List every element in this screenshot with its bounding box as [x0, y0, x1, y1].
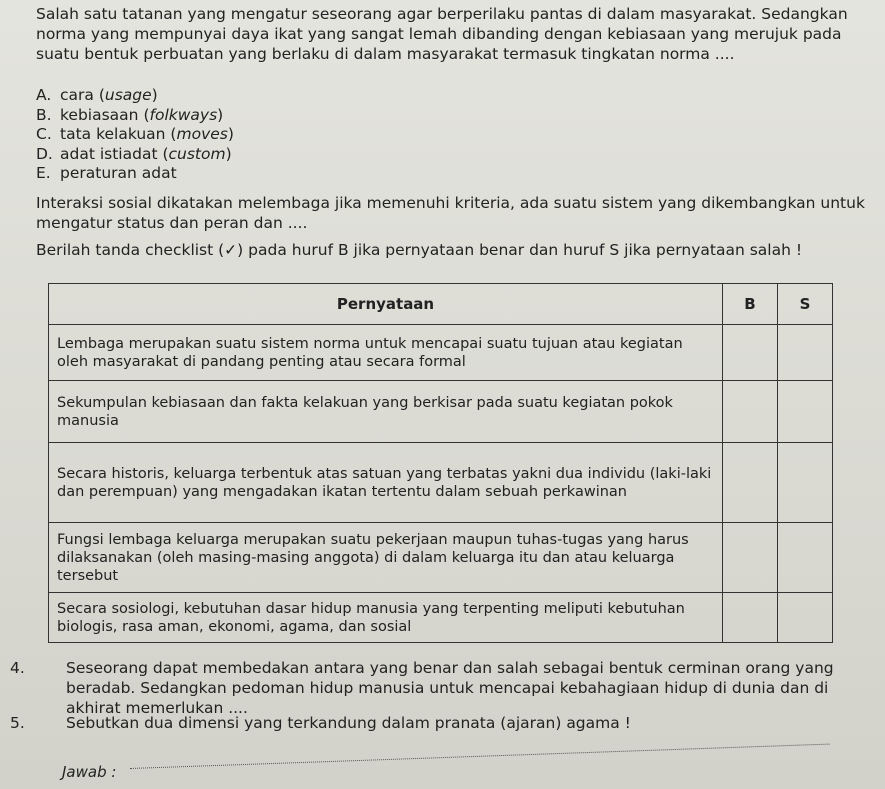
table-row: [49, 443, 833, 523]
checkbox-b[interactable]: [723, 593, 778, 643]
checkbox-b[interactable]: [723, 443, 778, 523]
statement-cell: Sekumpulan kebiasaan dan fakta kelakuan yang berkisar pada suatu kegiatan pokok manusia: [49, 381, 723, 443]
checkbox-s[interactable]: [778, 593, 833, 643]
question-1-options: [36, 86, 234, 184]
statement-table: [48, 283, 833, 643]
option-d: D. adat istiadat (custom): [36, 144, 232, 163]
checkbox-s[interactable]: [778, 381, 833, 443]
checkbox-b[interactable]: [723, 523, 778, 593]
statement-cell: Fungsi lembaga keluarga merupakan suatu pekerjaan maupun tuhas-tugas yang harus dilaksanakan (oleh masing-masing anggota) di dalam keluarga itu dan atau keluarga tersebut: [49, 523, 723, 593]
question-4: 4. Seseorang dapat membedakan antara yang benar dan salah sebagai bentuk cerminan orang yang beradab. Sedangkan pedoman hidup manusia untuk mencapai kebahagiaan hidup di dunia dan di akhirat memerlukan ....: [10, 659, 834, 717]
header-pernyataan: Pernyataan: [49, 284, 723, 325]
option-b: B. kebiasaan (folkways): [36, 105, 224, 124]
statement-cell: Secara historis, keluarga terbentuk atas satuan yang terbatas yakni dua individu (laki-laki dan perempuan) yang mengadakan ikatan tertentu dalam sebuah perkawinan: [49, 443, 723, 523]
checkbox-b[interactable]: [723, 325, 778, 381]
checkbox-s[interactable]: [778, 325, 833, 381]
statement-cell: Lembaga merupakan suatu sistem norma untuk mencapai suatu tujuan atau kegiatan oleh masyarakat di pandang penting atau secara formal: [49, 325, 723, 381]
table-row: [49, 523, 833, 593]
question-2: Interaksi sosial dikatakan melembaga jika memenuhi kriteria, ada suatu sistem yang dikembangkan untuk mengatur status dan peran dan ....: [36, 194, 865, 232]
answer-label: Jawab :: [62, 763, 117, 781]
statement-cell: Secara sosiologi, kebutuhan dasar hidup manusia yang terpenting meliputi kebutuhan biologis, rasa aman, ekonomi, agama, dan sosial: [49, 593, 723, 643]
checkbox-b[interactable]: [723, 381, 778, 443]
answer-line[interactable]: [130, 743, 830, 769]
option-c: C. tata kelakuan (moves): [36, 125, 234, 143]
checkbox-s[interactable]: [778, 523, 833, 593]
question-1: Salah satu tatanan yang mengatur seseorang agar berperilaku pantas di dalam masyarakat. Sedangkan norma yang mempunyai daya ikat yang sangat lemah dibanding dengan kebiasaan yang merujuk pada suatu bentuk perbuatan yang berlaku di dalam masyarakat termasuk tingkatan norma ....: [36, 5, 848, 63]
table-row: [49, 325, 833, 381]
option-a: A. cara (usage): [36, 86, 158, 104]
table-row: [49, 381, 833, 443]
question-5: 5. Sebutkan dua dimensi yang terkandung dalam pranata (ajaran) agama !: [10, 714, 631, 732]
header-s: S: [778, 284, 833, 325]
header-b: B: [723, 284, 778, 325]
table-row: [49, 593, 833, 643]
question-3: Berilah tanda checklist (✓) pada huruf B jika pernyataan benar dan huruf S jika pernyataan salah !: [36, 241, 803, 259]
option-e: E. peraturan adat: [36, 164, 177, 182]
checkbox-s[interactable]: [778, 443, 833, 523]
